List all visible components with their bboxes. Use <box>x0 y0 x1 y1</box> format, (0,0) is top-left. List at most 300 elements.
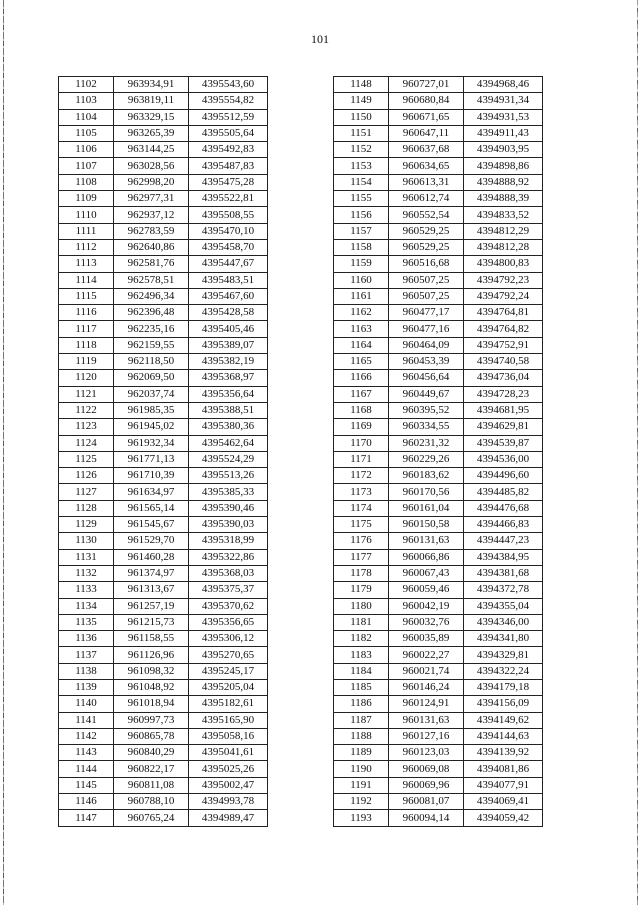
x-coordinate-cell: 960507,25 <box>389 272 464 288</box>
x-coordinate-cell: 961985,35 <box>114 402 189 418</box>
table-row <box>334 207 543 223</box>
y-coordinate-cell: 4394989,47 <box>189 810 268 826</box>
point-number-cell: 1186 <box>334 696 389 712</box>
x-coordinate-cell: 960059,46 <box>389 582 464 598</box>
point-number-cell: 1121 <box>59 386 114 402</box>
table-row <box>334 794 543 810</box>
table-row <box>59 745 268 761</box>
x-coordinate-cell: 961048,92 <box>114 679 189 695</box>
table-row <box>334 728 543 744</box>
point-number-cell: 1112 <box>59 239 114 255</box>
x-coordinate-cell: 960507,25 <box>389 288 464 304</box>
table-row <box>59 402 268 418</box>
table-row <box>59 435 268 451</box>
table-row <box>59 337 268 353</box>
table-row <box>59 468 268 484</box>
point-number-cell: 1190 <box>334 761 389 777</box>
table-row <box>334 696 543 712</box>
point-number-cell: 1189 <box>334 745 389 761</box>
point-number-cell: 1143 <box>59 745 114 761</box>
point-number-cell: 1136 <box>59 631 114 647</box>
y-coordinate-cell: 4395487,83 <box>189 158 268 174</box>
point-number-cell: 1120 <box>59 370 114 386</box>
y-coordinate-cell: 4394931,34 <box>464 93 543 109</box>
x-coordinate-cell: 960067,43 <box>389 565 464 581</box>
x-coordinate-cell: 962998,20 <box>114 174 189 190</box>
point-number-cell: 1179 <box>334 582 389 598</box>
x-coordinate-cell: 960081,07 <box>389 794 464 810</box>
y-coordinate-cell: 4395543,60 <box>189 77 268 93</box>
point-number-cell: 1175 <box>334 517 389 533</box>
point-number-cell: 1185 <box>334 679 389 695</box>
point-number-cell: 1138 <box>59 663 114 679</box>
point-number-cell: 1118 <box>59 337 114 353</box>
y-coordinate-cell: 4394968,46 <box>464 77 543 93</box>
y-coordinate-cell: 4394736,04 <box>464 370 543 386</box>
coordinates-table-right <box>333 76 543 827</box>
y-coordinate-cell: 4394156,09 <box>464 696 543 712</box>
y-coordinate-cell: 4394346,00 <box>464 614 543 630</box>
y-coordinate-cell: 4394069,41 <box>464 794 543 810</box>
table-row <box>59 517 268 533</box>
y-coordinate-cell: 4395270,65 <box>189 647 268 663</box>
point-number-cell: 1163 <box>334 321 389 337</box>
x-coordinate-cell: 960613,31 <box>389 174 464 190</box>
table-row <box>334 712 543 728</box>
point-number-cell: 1105 <box>59 125 114 141</box>
table-row <box>59 663 268 679</box>
table-row <box>59 631 268 647</box>
y-coordinate-cell: 4394792,23 <box>464 272 543 288</box>
point-number-cell: 1117 <box>59 321 114 337</box>
y-coordinate-cell: 4394752,91 <box>464 337 543 353</box>
x-coordinate-cell: 962977,31 <box>114 191 189 207</box>
point-number-cell: 1169 <box>334 419 389 435</box>
y-coordinate-cell: 4395512,59 <box>189 109 268 125</box>
point-number-cell: 1147 <box>59 810 114 826</box>
table-row <box>334 517 543 533</box>
table-row <box>334 174 543 190</box>
x-coordinate-cell: 960456,64 <box>389 370 464 386</box>
x-coordinate-cell: 961771,13 <box>114 451 189 467</box>
x-coordinate-cell: 961018,94 <box>114 696 189 712</box>
table-row <box>334 451 543 467</box>
x-coordinate-cell: 960788,10 <box>114 794 189 810</box>
y-coordinate-cell: 4394681,95 <box>464 402 543 418</box>
table-row <box>334 370 543 386</box>
x-coordinate-cell: 960727,01 <box>389 77 464 93</box>
x-coordinate-cell: 962578,51 <box>114 272 189 288</box>
y-coordinate-cell: 4394341,80 <box>464 631 543 647</box>
table-row <box>334 533 543 549</box>
point-number-cell: 1114 <box>59 272 114 288</box>
y-coordinate-cell: 4395428,58 <box>189 305 268 321</box>
point-number-cell: 1164 <box>334 337 389 353</box>
table-row <box>334 142 543 158</box>
y-coordinate-cell: 4395058,16 <box>189 728 268 744</box>
x-coordinate-cell: 960516,68 <box>389 256 464 272</box>
y-coordinate-cell: 4395356,65 <box>189 614 268 630</box>
table-row <box>334 761 543 777</box>
y-coordinate-cell: 4395165,90 <box>189 712 268 728</box>
y-coordinate-cell: 4395470,10 <box>189 223 268 239</box>
table-row <box>59 109 268 125</box>
point-number-cell: 1123 <box>59 419 114 435</box>
x-coordinate-cell: 960529,25 <box>389 239 464 255</box>
table-row <box>59 305 268 321</box>
y-coordinate-cell: 4394539,87 <box>464 435 543 451</box>
point-number-cell: 1180 <box>334 598 389 614</box>
table-row <box>59 191 268 207</box>
x-coordinate-cell: 961634,97 <box>114 484 189 500</box>
point-number-cell: 1178 <box>334 565 389 581</box>
point-number-cell: 1150 <box>334 109 389 125</box>
x-coordinate-cell: 962581,76 <box>114 256 189 272</box>
x-coordinate-cell: 960131,63 <box>389 712 464 728</box>
point-number-cell: 1187 <box>334 712 389 728</box>
x-coordinate-cell: 960552,54 <box>389 207 464 223</box>
x-coordinate-cell: 961945,02 <box>114 419 189 435</box>
x-coordinate-cell: 960612,74 <box>389 191 464 207</box>
x-coordinate-cell: 963144,25 <box>114 142 189 158</box>
point-number-cell: 1176 <box>334 533 389 549</box>
x-coordinate-cell: 960146,24 <box>389 679 464 695</box>
x-coordinate-cell: 962069,50 <box>114 370 189 386</box>
x-coordinate-cell: 960477,17 <box>389 305 464 321</box>
table-row <box>334 663 543 679</box>
x-coordinate-cell: 960647,11 <box>389 125 464 141</box>
table-row <box>59 549 268 565</box>
y-coordinate-cell: 4394322,24 <box>464 663 543 679</box>
x-coordinate-cell: 960035,89 <box>389 631 464 647</box>
y-coordinate-cell: 4395475,28 <box>189 174 268 190</box>
point-number-cell: 1109 <box>59 191 114 207</box>
y-coordinate-cell: 4394077,91 <box>464 777 543 793</box>
y-coordinate-cell: 4394447,23 <box>464 533 543 549</box>
table-row <box>59 451 268 467</box>
y-coordinate-cell: 4395025,26 <box>189 761 268 777</box>
y-coordinate-cell: 4395508,55 <box>189 207 268 223</box>
table-row <box>334 239 543 255</box>
x-coordinate-cell: 960811,08 <box>114 777 189 793</box>
point-number-cell: 1145 <box>59 777 114 793</box>
point-number-cell: 1110 <box>59 207 114 223</box>
table-row <box>59 696 268 712</box>
table-row <box>334 419 543 435</box>
table-row <box>59 582 268 598</box>
point-number-cell: 1151 <box>334 125 389 141</box>
y-coordinate-cell: 4394888,92 <box>464 174 543 190</box>
x-coordinate-cell: 960671,65 <box>389 109 464 125</box>
y-coordinate-cell: 4394833,52 <box>464 207 543 223</box>
table-row <box>334 614 543 630</box>
x-coordinate-cell: 960229,26 <box>389 451 464 467</box>
table-row <box>59 647 268 663</box>
point-number-cell: 1132 <box>59 565 114 581</box>
y-coordinate-cell: 4395380,36 <box>189 419 268 435</box>
x-coordinate-cell: 961545,67 <box>114 517 189 533</box>
table-row <box>59 565 268 581</box>
point-number-cell: 1111 <box>59 223 114 239</box>
point-number-cell: 1113 <box>59 256 114 272</box>
y-coordinate-cell: 4394139,92 <box>464 745 543 761</box>
x-coordinate-cell: 961257,19 <box>114 598 189 614</box>
table-row <box>59 614 268 630</box>
y-coordinate-cell: 4395002,47 <box>189 777 268 793</box>
point-number-cell: 1191 <box>334 777 389 793</box>
table-row <box>59 500 268 516</box>
x-coordinate-cell: 960997,73 <box>114 712 189 728</box>
x-coordinate-cell: 963934,91 <box>114 77 189 93</box>
point-number-cell: 1160 <box>334 272 389 288</box>
table-row <box>59 533 268 549</box>
point-number-cell: 1140 <box>59 696 114 712</box>
y-coordinate-cell: 4395382,19 <box>189 354 268 370</box>
point-number-cell: 1108 <box>59 174 114 190</box>
y-coordinate-cell: 4395505,64 <box>189 125 268 141</box>
table-row <box>59 223 268 239</box>
point-number-cell: 1170 <box>334 435 389 451</box>
y-coordinate-cell: 4395388,51 <box>189 402 268 418</box>
point-number-cell: 1188 <box>334 728 389 744</box>
table-row <box>59 174 268 190</box>
x-coordinate-cell: 961932,34 <box>114 435 189 451</box>
x-coordinate-cell: 961098,32 <box>114 663 189 679</box>
x-coordinate-cell: 960161,04 <box>389 500 464 516</box>
table-row <box>334 565 543 581</box>
y-coordinate-cell: 4395554,82 <box>189 93 268 109</box>
point-number-cell: 1127 <box>59 484 114 500</box>
y-coordinate-cell: 4394911,43 <box>464 125 543 141</box>
x-coordinate-cell: 960680,84 <box>389 93 464 109</box>
x-coordinate-cell: 963329,15 <box>114 109 189 125</box>
table-row <box>334 468 543 484</box>
table-row <box>59 679 268 695</box>
point-number-cell: 1116 <box>59 305 114 321</box>
point-number-cell: 1126 <box>59 468 114 484</box>
point-number-cell: 1115 <box>59 288 114 304</box>
table-row <box>334 109 543 125</box>
point-number-cell: 1124 <box>59 435 114 451</box>
point-number-cell: 1184 <box>334 663 389 679</box>
point-number-cell: 1135 <box>59 614 114 630</box>
y-coordinate-cell: 4394812,29 <box>464 223 543 239</box>
x-coordinate-cell: 960464,09 <box>389 337 464 353</box>
x-coordinate-cell: 962783,59 <box>114 223 189 239</box>
y-coordinate-cell: 4394993,78 <box>189 794 268 810</box>
point-number-cell: 1131 <box>59 549 114 565</box>
y-coordinate-cell: 4395458,70 <box>189 239 268 255</box>
x-coordinate-cell: 960022,27 <box>389 647 464 663</box>
y-coordinate-cell: 4394476,68 <box>464 500 543 516</box>
table-row <box>334 435 543 451</box>
table-row <box>334 598 543 614</box>
x-coordinate-cell: 963028,56 <box>114 158 189 174</box>
point-number-cell: 1155 <box>334 191 389 207</box>
x-coordinate-cell: 960453,39 <box>389 354 464 370</box>
x-coordinate-cell: 960042,19 <box>389 598 464 614</box>
point-number-cell: 1192 <box>334 794 389 810</box>
page-number: 101 <box>311 32 329 46</box>
scan-edge-left <box>3 0 4 905</box>
x-coordinate-cell: 960334,55 <box>389 419 464 435</box>
y-coordinate-cell: 4394764,81 <box>464 305 543 321</box>
point-number-cell: 1144 <box>59 761 114 777</box>
table-row <box>334 158 543 174</box>
point-number-cell: 1172 <box>334 468 389 484</box>
y-coordinate-cell: 4395522,81 <box>189 191 268 207</box>
point-number-cell: 1128 <box>59 500 114 516</box>
x-coordinate-cell: 962396,48 <box>114 305 189 321</box>
y-coordinate-cell: 4394888,39 <box>464 191 543 207</box>
point-number-cell: 1193 <box>334 810 389 826</box>
table-row <box>334 484 543 500</box>
table-row <box>59 419 268 435</box>
y-coordinate-cell: 4394536,00 <box>464 451 543 467</box>
table-row <box>334 402 543 418</box>
point-number-cell: 1158 <box>334 239 389 255</box>
table-row <box>59 239 268 255</box>
x-coordinate-cell: 961529,70 <box>114 533 189 549</box>
point-number-cell: 1141 <box>59 712 114 728</box>
x-coordinate-cell: 963819,11 <box>114 93 189 109</box>
table-row <box>59 125 268 141</box>
x-coordinate-cell: 960127,16 <box>389 728 464 744</box>
table-row <box>334 549 543 565</box>
point-number-cell: 1156 <box>334 207 389 223</box>
y-coordinate-cell: 4394149,62 <box>464 712 543 728</box>
x-coordinate-cell: 961565,14 <box>114 500 189 516</box>
y-coordinate-cell: 4394812,28 <box>464 239 543 255</box>
y-coordinate-cell: 4394800,83 <box>464 256 543 272</box>
x-coordinate-cell: 960822,17 <box>114 761 189 777</box>
table-row <box>334 647 543 663</box>
table-row <box>334 305 543 321</box>
table-row <box>334 272 543 288</box>
point-number-cell: 1167 <box>334 386 389 402</box>
y-coordinate-cell: 4395483,51 <box>189 272 268 288</box>
x-coordinate-cell: 960765,24 <box>114 810 189 826</box>
y-coordinate-cell: 4395405,46 <box>189 321 268 337</box>
point-number-cell: 1137 <box>59 647 114 663</box>
table-row <box>59 207 268 223</box>
x-coordinate-cell: 960231,32 <box>389 435 464 451</box>
point-number-cell: 1148 <box>334 77 389 93</box>
y-coordinate-cell: 4394903,95 <box>464 142 543 158</box>
y-coordinate-cell: 4395513,26 <box>189 468 268 484</box>
x-coordinate-cell: 961460,28 <box>114 549 189 565</box>
point-number-cell: 1134 <box>59 598 114 614</box>
x-coordinate-cell: 960123,03 <box>389 745 464 761</box>
y-coordinate-cell: 4394179,18 <box>464 679 543 695</box>
table-row <box>334 288 543 304</box>
table-row <box>334 386 543 402</box>
y-coordinate-cell: 4395368,97 <box>189 370 268 386</box>
x-coordinate-cell: 962118,50 <box>114 354 189 370</box>
x-coordinate-cell: 960395,52 <box>389 402 464 418</box>
y-coordinate-cell: 4394931,53 <box>464 109 543 125</box>
table-row <box>334 93 543 109</box>
x-coordinate-cell: 961313,67 <box>114 582 189 598</box>
point-number-cell: 1130 <box>59 533 114 549</box>
y-coordinate-cell: 4395467,60 <box>189 288 268 304</box>
y-coordinate-cell: 4394059,42 <box>464 810 543 826</box>
x-coordinate-cell: 960069,08 <box>389 761 464 777</box>
point-number-cell: 1157 <box>334 223 389 239</box>
table-row <box>59 810 268 826</box>
point-number-cell: 1182 <box>334 631 389 647</box>
y-coordinate-cell: 4395318,99 <box>189 533 268 549</box>
table-row <box>334 500 543 516</box>
y-coordinate-cell: 4395322,86 <box>189 549 268 565</box>
point-number-cell: 1165 <box>334 354 389 370</box>
y-coordinate-cell: 4395368,03 <box>189 565 268 581</box>
point-number-cell: 1173 <box>334 484 389 500</box>
y-coordinate-cell: 4395385,33 <box>189 484 268 500</box>
x-coordinate-cell: 960529,25 <box>389 223 464 239</box>
table-row <box>334 321 543 337</box>
y-coordinate-cell: 4394372,78 <box>464 582 543 598</box>
point-number-cell: 1181 <box>334 614 389 630</box>
x-coordinate-cell: 960032,76 <box>389 614 464 630</box>
table-row <box>59 794 268 810</box>
point-number-cell: 1174 <box>334 500 389 516</box>
coordinates-table-left <box>58 76 268 827</box>
y-coordinate-cell: 4394485,82 <box>464 484 543 500</box>
x-coordinate-cell: 960131,63 <box>389 533 464 549</box>
y-coordinate-cell: 4394381,68 <box>464 565 543 581</box>
table-row <box>334 77 543 93</box>
y-coordinate-cell: 4395524,29 <box>189 451 268 467</box>
point-number-cell: 1119 <box>59 354 114 370</box>
x-coordinate-cell: 961126,96 <box>114 647 189 663</box>
y-coordinate-cell: 4395370,62 <box>189 598 268 614</box>
x-coordinate-cell: 960094,14 <box>389 810 464 826</box>
y-coordinate-cell: 4394764,82 <box>464 321 543 337</box>
point-number-cell: 1122 <box>59 402 114 418</box>
x-coordinate-cell: 962937,12 <box>114 207 189 223</box>
point-number-cell: 1106 <box>59 142 114 158</box>
point-number-cell: 1104 <box>59 109 114 125</box>
y-coordinate-cell: 4394740,58 <box>464 354 543 370</box>
point-number-cell: 1153 <box>334 158 389 174</box>
x-coordinate-cell: 960865,78 <box>114 728 189 744</box>
table-row <box>59 777 268 793</box>
table-row <box>334 631 543 647</box>
point-number-cell: 1159 <box>334 256 389 272</box>
y-coordinate-cell: 4394466,83 <box>464 517 543 533</box>
y-coordinate-cell: 4394329,81 <box>464 647 543 663</box>
x-coordinate-cell: 960124,91 <box>389 696 464 712</box>
point-number-cell: 1161 <box>334 288 389 304</box>
y-coordinate-cell: 4395306,12 <box>189 631 268 647</box>
point-number-cell: 1129 <box>59 517 114 533</box>
y-coordinate-cell: 4395205,04 <box>189 679 268 695</box>
y-coordinate-cell: 4395390,03 <box>189 517 268 533</box>
x-coordinate-cell: 960637,68 <box>389 142 464 158</box>
point-number-cell: 1177 <box>334 549 389 565</box>
table-row <box>334 223 543 239</box>
table-row <box>59 256 268 272</box>
point-number-cell: 1103 <box>59 93 114 109</box>
x-coordinate-cell: 962496,34 <box>114 288 189 304</box>
y-coordinate-cell: 4394496,60 <box>464 468 543 484</box>
x-coordinate-cell: 960021,74 <box>389 663 464 679</box>
x-coordinate-cell: 960449,67 <box>389 386 464 402</box>
point-number-cell: 1102 <box>59 77 114 93</box>
point-number-cell: 1166 <box>334 370 389 386</box>
table-row <box>59 93 268 109</box>
